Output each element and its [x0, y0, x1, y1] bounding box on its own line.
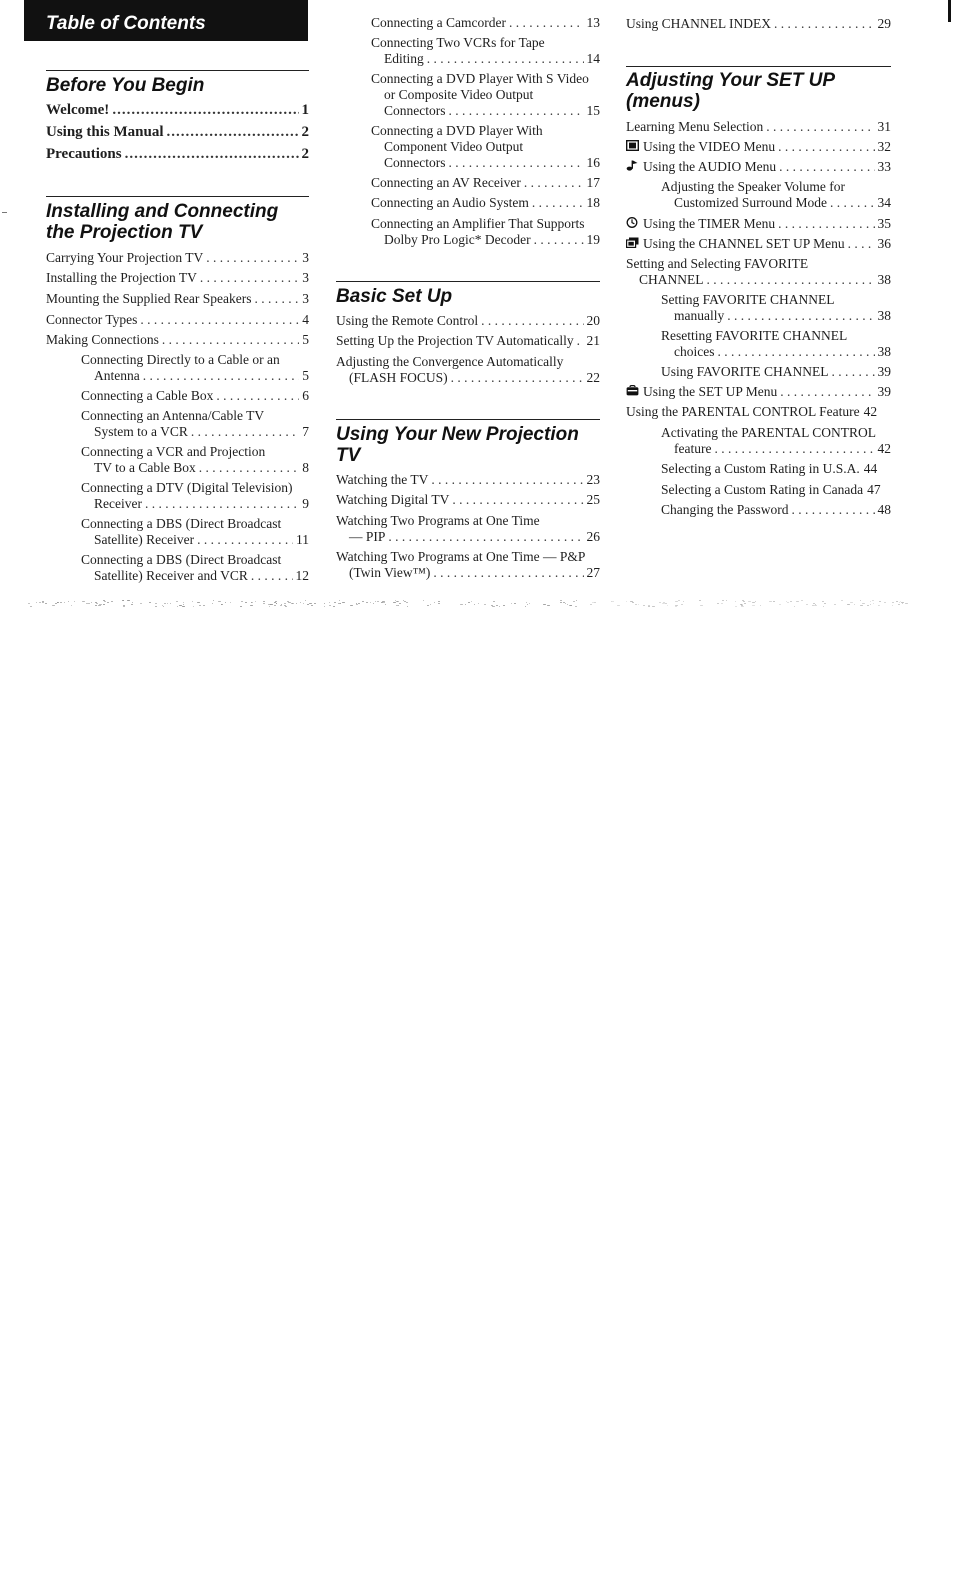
scan-speck: [45, 603, 47, 604]
scan-speck: [123, 605, 125, 606]
scan-speck: [164, 603, 166, 604]
scan-speck: [269, 606, 270, 607]
table-of-contents-banner: Table of Contents: [24, 0, 308, 41]
toc-entry[interactable]: Connecting an Antenna/Cable TV System to a VCR . . . 7: [81, 408, 309, 440]
page-edge-mark: [948, 0, 951, 22]
scan-speck: [155, 606, 157, 607]
scan-speck: [434, 602, 435, 603]
scan-speck: [52, 605, 55, 606]
scan-speck: [659, 602, 660, 603]
scan-speck: [526, 602, 528, 603]
toc-entry[interactable]: Adjusting the Speaker Volume for Customized Surround Mode . . . 34: [661, 179, 891, 211]
toc-entry[interactable]: Connecting an Audio System . . . 18: [371, 195, 600, 211]
toc-entry[interactable]: Activating the PARENTAL CONTROL feature . . . 42: [661, 425, 891, 457]
scan-speck: [529, 603, 530, 604]
toc-entry[interactable]: Connecting a Camcorder . . . 13: [371, 15, 600, 31]
scan-speck: [638, 604, 639, 605]
scan-speck: [213, 600, 214, 601]
scan-speck: [460, 604, 462, 605]
scan-speck: [385, 604, 386, 605]
scan-speck: [850, 602, 853, 603]
scan-speck: [218, 601, 220, 602]
scan-speck: [183, 602, 185, 603]
scan-speck: [560, 602, 563, 603]
scan-speck: [794, 606, 795, 607]
scan-speck: [350, 605, 353, 606]
scan-speck: [221, 604, 223, 605]
scan-speck: [527, 604, 529, 605]
scan-speck: [263, 603, 265, 604]
scan-speck: [741, 605, 743, 606]
scan-speck: [744, 603, 746, 604]
scan-speck: [675, 605, 678, 606]
toc-entry[interactable]: Watching the TV . . . 23: [336, 472, 600, 488]
scan-speck: [270, 604, 273, 605]
toc-entry[interactable]: Using the PARENTAL CONTROL Feature 42: [626, 404, 878, 419]
scan-speck: [230, 602, 232, 603]
scan-speck: [122, 600, 125, 601]
scan-speck: [898, 604, 900, 605]
scan-speck: [132, 602, 133, 603]
toc-entry[interactable]: Making Connections . . . 5: [46, 332, 309, 348]
scan-speck: [503, 605, 505, 606]
scan-speck: [626, 601, 628, 602]
toc-entry[interactable]: Connecting a DBS (Direct Broadcast Satellite) Receiver and VCR . . . 12: [81, 552, 309, 584]
scan-speck: [822, 601, 825, 602]
scan-speck: [570, 605, 572, 606]
toc-entry[interactable]: Using the VIDEO Menu . . . 32: [626, 139, 891, 155]
scan-speck: [68, 601, 69, 602]
scan-speck: [884, 602, 887, 603]
scan-speck: [735, 606, 737, 607]
section-title-basic-set-up: Basic Set Up: [336, 286, 453, 307]
scan-speck: [879, 605, 880, 606]
toc-entry[interactable]: Using CHANNEL INDEX . . . 29: [626, 16, 891, 32]
toc-entry[interactable]: Precautions ..... 2: [46, 146, 309, 162]
scan-speck: [103, 604, 105, 605]
scan-speck: [274, 605, 276, 606]
scan-speck: [292, 603, 294, 604]
section-rule: [336, 419, 600, 420]
scan-speck: [630, 601, 633, 602]
scan-speck: [356, 604, 358, 605]
scan-speck: [860, 605, 863, 606]
scan-speck: [635, 604, 637, 605]
scan-speck: [334, 602, 335, 603]
scan-speck: [370, 602, 371, 603]
scan-speck: [311, 605, 313, 606]
scan-speck: [329, 605, 332, 606]
toc-entry[interactable]: Using the CHANNEL SET UP Menu . . . 36: [626, 236, 891, 252]
scan-speck: [339, 600, 341, 601]
scan-speck: [396, 605, 397, 606]
scan-speck: [42, 602, 44, 603]
scan-speck: [140, 603, 142, 604]
scan-speck: [717, 603, 719, 604]
scan-speck: [375, 601, 376, 602]
section-title-adjusting-set-up: Adjusting Your SET UP (menus): [626, 70, 836, 112]
scan-speck: [755, 601, 756, 602]
scan-speck: [314, 603, 317, 604]
scan-speck: [796, 601, 799, 602]
scan-speck: [423, 600, 424, 601]
scan-speck: [240, 606, 243, 607]
toc-entry[interactable]: Connecting Two VCRs for Tape Editing . . . 14: [371, 35, 600, 67]
margin-tick: [2, 212, 7, 213]
scan-speck: [276, 603, 277, 604]
scan-speck: [484, 604, 486, 605]
scan-speck: [492, 606, 495, 607]
toc-entry[interactable]: Carrying Your Projection TV . . . 3: [46, 250, 309, 266]
scan-speck: [760, 605, 762, 606]
scan-speck: [896, 601, 898, 602]
section-rule: [626, 66, 891, 67]
scan-speck: [377, 601, 379, 602]
scan-speck: [36, 602, 37, 603]
scan-speck: [662, 603, 665, 604]
scan-speck: [197, 602, 200, 603]
scan-speck: [667, 605, 668, 606]
scan-speck: [366, 602, 369, 603]
scan-speck: [333, 606, 335, 607]
scan-speck: [362, 601, 364, 602]
scan-speck: [752, 605, 755, 606]
scan-speck: [30, 606, 32, 607]
scan-speck: [280, 605, 282, 606]
toc-entry[interactable]: Learning Menu Selection . . . 31: [626, 119, 891, 135]
scan-speck: [806, 604, 809, 605]
scan-speck: [905, 603, 908, 604]
toc-entry[interactable]: Welcome! ..... 1: [46, 102, 309, 118]
scan-speck: [91, 602, 92, 603]
scan-speck: [284, 603, 287, 604]
scan-speck: [824, 603, 827, 604]
scan-speck: [123, 606, 125, 607]
scan-speck: [854, 604, 855, 605]
section-title-installing: Installing and Connecting the Projection TV: [46, 201, 279, 243]
scan-speck: [769, 601, 772, 602]
scan-speck: [617, 605, 620, 606]
scan-speck: [39, 602, 41, 603]
scan-speck: [395, 600, 396, 601]
scan-speck: [496, 605, 498, 606]
scan-speck: [275, 601, 278, 602]
scan-speck: [841, 600, 843, 601]
toc-entry[interactable]: Connecting a Cable Box . . . 6: [81, 388, 309, 404]
scan-speck: [567, 604, 569, 605]
toc-entry[interactable]: Resetting FAVORITE CHANNEL choices . . . 38: [661, 328, 891, 360]
toc-entry[interactable]: Using the TIMER Menu . . . 35: [626, 216, 891, 232]
scan-speck: [514, 603, 516, 604]
scan-speck: [86, 603, 89, 604]
scan-speck: [176, 601, 179, 602]
scan-speck: [699, 600, 701, 601]
scan-speck: [263, 601, 265, 602]
scan-speck: [892, 605, 893, 606]
toc-entry[interactable]: Installing the Projection TV . . . 3: [46, 270, 309, 286]
scan-speck: [499, 606, 501, 607]
video-menu-icon: [626, 140, 639, 151]
toc-entry[interactable]: Using the AUDIO Menu . . . 33: [626, 159, 891, 175]
scan-speck: [182, 606, 184, 607]
scan-speck: [873, 603, 875, 604]
scan-speck: [88, 603, 90, 604]
toc-entry[interactable]: Selecting a Custom Rating in U.S.A. 44: [661, 461, 878, 476]
scan-speck: [407, 606, 408, 607]
channel-setup-icon: [626, 237, 639, 248]
scan-speck: [511, 603, 513, 604]
scan-speck: [870, 601, 871, 602]
toc-entry[interactable]: Using the SET UP Menu . . . 39: [626, 384, 891, 400]
toc-entry[interactable]: Using the Remote Control . . . 20: [336, 313, 600, 329]
toc-entry[interactable]: Connecting a DTV (Digital Television) Receiver . . . 9: [81, 480, 309, 512]
scan-speck: [735, 601, 737, 602]
scan-speck: [309, 603, 312, 604]
scan-speck: [296, 603, 297, 604]
toc-entry[interactable]: Watching Two Programs at One Time — PIP . . . 26: [336, 513, 600, 545]
scan-speck: [681, 604, 683, 605]
scan-speck: [95, 602, 97, 603]
scan-speck: [397, 601, 399, 602]
scan-speck: [167, 603, 168, 604]
toc-entry[interactable]: Adjusting the Convergence Automatically (FLASH FOCUS) . . . 22: [336, 354, 600, 386]
scan-speck: [342, 602, 345, 603]
toc-entry[interactable]: Mounting the Supplied Rear Speakers . . . 3: [46, 291, 309, 307]
toc-entry[interactable]: Setting and Selecting FAVORITE CHANNEL . . . 38: [626, 256, 891, 288]
scan-speck: [547, 605, 550, 606]
scan-speck: [251, 602, 253, 603]
scan-speck: [594, 602, 595, 603]
scan-speck: [163, 606, 165, 607]
scan-speck: [787, 602, 789, 603]
scan-speck: [255, 601, 257, 602]
scan-speck: [382, 601, 385, 602]
toc-entry[interactable]: Connecting a DBS (Direct Broadcast Satellite) Receiver . . . 11: [81, 516, 309, 548]
scan-speck: [199, 605, 201, 606]
toc-entry[interactable]: Connecting an Amplifier That Supports Dolby Pro Logic* Decoder . . . 19: [371, 216, 600, 248]
setup-toolbox-icon: [626, 385, 639, 396]
scan-speck: [193, 606, 194, 607]
scan-speck: [305, 600, 307, 601]
scan-speck: [28, 603, 30, 604]
scan-speck: [612, 601, 613, 602]
scan-speck: [525, 606, 527, 607]
scan-speck: [241, 601, 243, 602]
scan-speck: [468, 602, 470, 603]
scan-speck: [743, 601, 745, 602]
scan-speck: [177, 606, 178, 607]
scan-speck: [652, 606, 654, 607]
scan-speck: [683, 601, 684, 602]
scan-speck: [373, 603, 375, 604]
scan-speck: [726, 600, 727, 601]
scan-speck: [801, 600, 803, 601]
scan-speck: [149, 602, 151, 603]
scan-speck: [406, 602, 409, 603]
scan-speck: [329, 602, 331, 603]
scan-speck: [127, 600, 130, 601]
scan-speck: [700, 605, 703, 606]
scan-speck: [192, 601, 193, 602]
scan-speck: [814, 605, 817, 606]
scan-speck: [64, 602, 66, 603]
scan-speck: [60, 602, 62, 603]
toc-entry[interactable]: Connecting Directly to a Cable or an Antenna . . . 5: [81, 352, 309, 384]
scan-speck: [324, 603, 325, 604]
scan-speck: [474, 604, 475, 605]
scan-speck: [648, 605, 650, 606]
toc-entry[interactable]: Using FAVORITE CHANNEL . . . 39: [661, 364, 891, 380]
toc-entry[interactable]: Watching Digital TV . . . 25: [336, 492, 600, 508]
toc-entry[interactable]: Connecting a VCR and Projection TV to a Cable Box . . . 8: [81, 444, 309, 476]
scan-speck: [867, 605, 869, 606]
scan-speck: [902, 603, 903, 604]
scan-speck: [430, 604, 432, 605]
scan-speck: [471, 601, 472, 602]
scan-speck: [779, 604, 781, 605]
scan-speck: [834, 604, 836, 605]
scan-speck: [722, 600, 724, 601]
toc-entry[interactable]: Setting FAVORITE CHANNEL manually . . . 38: [661, 292, 891, 324]
scan-speck: [812, 605, 814, 606]
scan-speck: [203, 605, 205, 606]
section-title-using-projection-tv: Using Your New Projection TV: [336, 424, 579, 466]
section-rule: [46, 70, 309, 71]
scan-speck: [493, 601, 495, 602]
scan-speck: [721, 603, 723, 604]
toc-entry[interactable]: Using this Manual ..... 2: [46, 124, 309, 140]
scan-speck: [560, 600, 562, 601]
scan-speck: [643, 605, 646, 606]
scan-speck: [872, 600, 874, 601]
timer-clock-icon: [626, 217, 639, 228]
scan-speck: [71, 605, 72, 606]
scan-speck: [303, 603, 304, 604]
scan-speck: [675, 601, 678, 602]
scan-speck: [576, 600, 577, 601]
scan-speck: [300, 602, 302, 603]
scan-speck: [678, 600, 681, 601]
toc-entry[interactable]: Connector Types . . . 4: [46, 312, 309, 328]
scan-speck: [95, 605, 98, 606]
section-title-before-you-begin: Before You Begin: [46, 75, 205, 96]
scan-speck: [131, 604, 133, 605]
scan-speck: [879, 601, 882, 602]
scan-speck: [438, 601, 439, 602]
scan-speck: [358, 603, 360, 604]
scan-speck: [478, 603, 479, 604]
scan-speck: [543, 604, 546, 605]
toc-entry[interactable]: Connecting a DVD Player With S Video or Composite Video Output Connectors . . . 15: [371, 71, 600, 119]
scan-speck: [403, 600, 404, 601]
scan-speck: [427, 605, 429, 606]
scan-speck: [438, 603, 440, 604]
scan-speck: [245, 602, 247, 603]
scan-speck: [823, 606, 824, 607]
section-rule: [46, 196, 309, 197]
scan-speck: [338, 603, 341, 604]
scan-speck: [155, 603, 157, 604]
section-rule: [336, 281, 600, 282]
scan-speck: [107, 602, 109, 603]
toc-entry[interactable]: Connecting an AV Receiver . . . 17: [371, 175, 600, 191]
scan-speck: [399, 603, 402, 604]
scan-speck: [465, 604, 466, 605]
scan-speck: [741, 606, 744, 607]
scan-speck: [790, 601, 793, 602]
scan-speck: [860, 600, 861, 601]
scan-speck: [225, 602, 226, 603]
scan-speck: [773, 601, 775, 602]
scan-speck: [74, 601, 75, 602]
scan-speck: [212, 603, 213, 604]
scan-artifact-strip: [28, 600, 908, 608]
toc-entry[interactable]: Selecting a Custom Rating in Canada 47: [661, 482, 881, 497]
scan-speck: [104, 601, 106, 602]
scan-speck: [748, 601, 751, 602]
scan-speck: [324, 606, 325, 607]
scan-speck: [752, 602, 755, 603]
toc-entry[interactable]: Connecting a DVD Player With Component Video Output Connectors . . . 16: [371, 123, 600, 171]
scan-speck: [862, 603, 865, 604]
scan-speck: [250, 605, 253, 606]
scan-speck: [892, 602, 894, 603]
scan-speck: [675, 606, 677, 607]
scan-speck: [393, 602, 396, 603]
scan-speck: [632, 602, 635, 603]
toc-entry[interactable]: Watching Two Programs at One Time — P&P (Twin View™) . . . 27: [336, 549, 600, 581]
toc-entry[interactable]: Setting Up the Projection TV Automatically . . . 21: [336, 333, 600, 349]
scan-speck: [307, 604, 310, 605]
audio-note-icon: [626, 160, 639, 171]
scan-speck: [573, 601, 576, 602]
scan-speck: [285, 606, 288, 607]
scan-speck: [111, 601, 113, 602]
scan-speck: [870, 604, 871, 605]
scan-speck: [183, 604, 184, 605]
scan-speck: [170, 603, 171, 604]
scan-speck: [82, 601, 85, 602]
scan-speck: [575, 606, 577, 607]
scan-speck: [398, 605, 400, 606]
scan-speck: [847, 604, 850, 605]
toc-entry[interactable]: Changing the Password . . . 48: [661, 502, 891, 518]
scan-speck: [590, 604, 593, 605]
